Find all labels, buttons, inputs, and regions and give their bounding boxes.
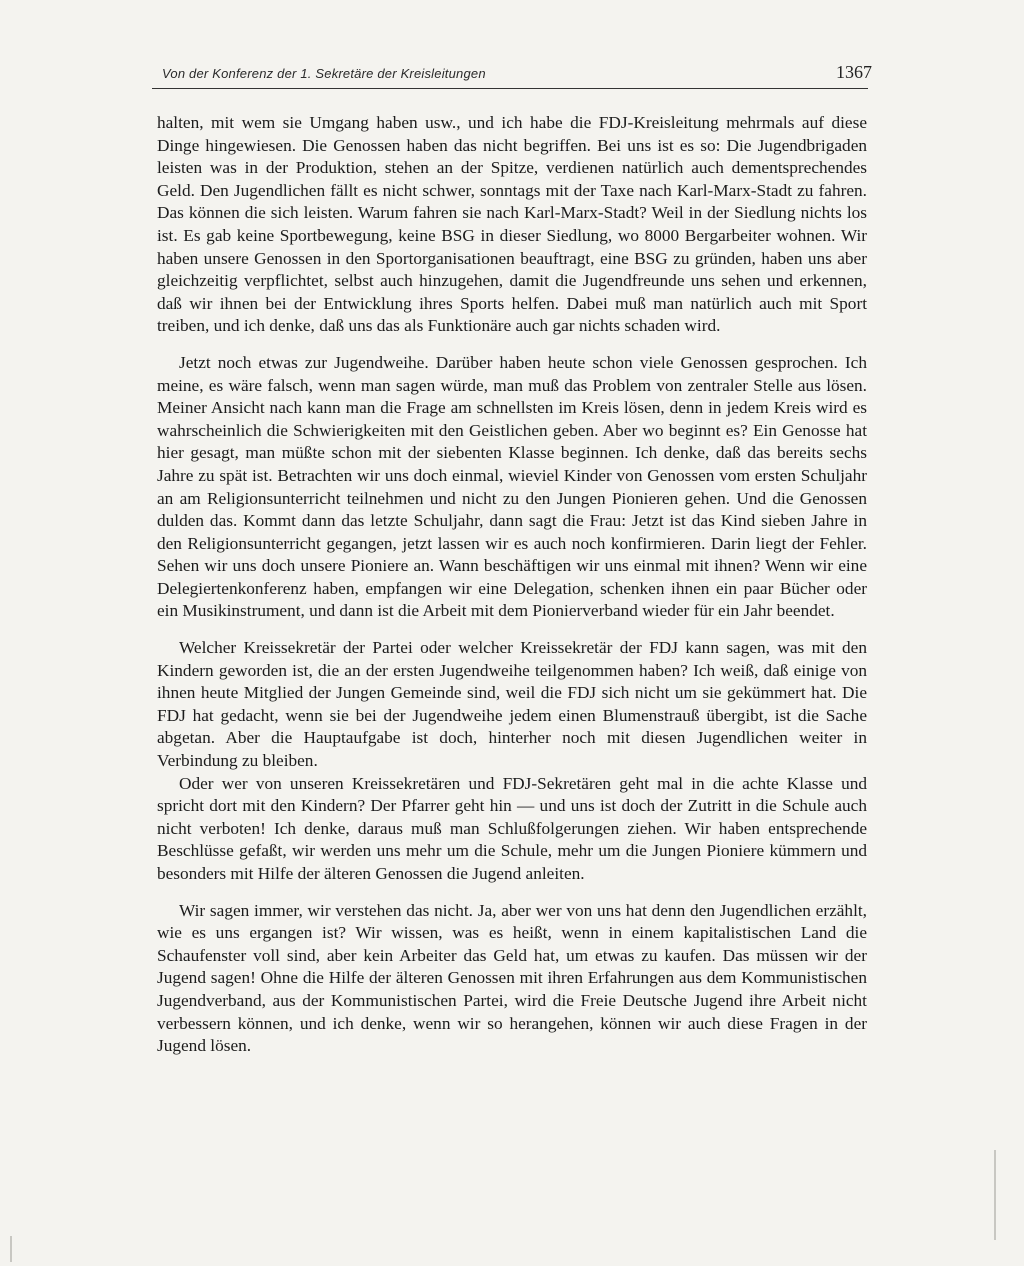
paragraph-2: Jetzt noch etwas zur Jugendweihe. Darüber haben heute schon viele Genossen gesprochen. Ich meine, es wäre falsch, wenn man sagen würde, man muß das Problem von zentraler Stelle aus lösen. Meiner Ansicht nach kann man die Frage am schnellsten im Kreis lösen, denn in jedem Kreis wird es wahrscheinlich die Schwierigkeiten mit den Geistlichen geben. Aber wo beginnt es? Ein Genosse hat hier gesagt, man müßte schon mit der siebenten Klasse beginnen. Ich denke, daß das bereits sechs Jahre zu spät ist. Betrachten wir uns doch einmal, wieviel Kinder von Genossen vom ersten Schuljahr an am Religionsunterricht teilnehmen und nicht zu den Jungen Pionieren gehen. Und die Genossen dulden das. Kommt dann das letzte Schuljahr, dann sagt die Frau: Jetzt ist das Kind sieben Jahre in den Religionsunterricht gegangen, jetzt lassen wir es auch noch konfirmieren. Darin liegt der Fehler. Sehen wir uns doch unsere Pioniere an. Wann beschäftigen wir uns einmal mit ihnen? Wenn wir eine Delegiertenkonferenz haben, empfangen wir eine Delegation, schenken ihnen ein paar Bücher oder ein Musikinstrument, und dann ist die Arbeit mit dem Pionierverband wieder für ein Jahr beendet.	[157, 352, 867, 621]
paragraph-4: Oder wer von unseren Kreissekretären und FDJ-Sekretären geht mal in die achte Klasse und spricht dort mit den Kindern? Der Pfarrer geht hin — und uns ist doch der Zutritt in die Schule auch nicht verboten! Ich denke, daraus muß man Schlußfolgerungen ziehen. Wir haben entsprechende Beschlüsse gefaßt, wir werden uns mehr um die Schule, mehr um die Jungen Pioniere kümmern und besonders mit Hilfe der älteren Genossen die Jugend anleiten.	[157, 773, 867, 883]
running-header	[152, 62, 872, 89]
scan-corner-mark	[10, 1236, 12, 1262]
running-title: Von der Konferenz der 1. Sekretäre der Kreisleitungen	[162, 66, 486, 81]
page-number: 1367	[836, 62, 872, 82]
body-text	[157, 112, 867, 1058]
paragraph-5: Wir sagen immer, wir verstehen das nicht. Ja, aber wer von uns hat denn den Jugendlichen erzählt, wie es uns ergangen ist? Wir wissen, was es heißt, wenn in einem kapitalistischen Land die Schaufenster voll sind, aber kein Arbeiter das Geld hat, um etwas zu kaufen. Das müssen wir der Jugend sagen! Ohne die Hilfe der älteren Genossen mit ihren Erfahrungen aus dem Kommunistischen Jugendverband, aus der Kommunistischen Partei, wird die Freie Deutsche Jugend ihre Arbeit nicht verbessern können, und ich denke, wenn wir so herangehen, können wir auch diese Fragen in der Jugend lösen.	[157, 900, 867, 1056]
scan-edge-mark	[994, 1150, 996, 1240]
paragraph-1: halten, mit wem sie Umgang haben usw., und ich habe die FDJ-Kreisleitung mehrmals auf diese Dinge hingewiesen. Die Genossen haben das nicht begriffen. Bei uns ist es so: Die Jugendbrigaden leisten was in der Produktion, stehen an der Spitze, verdienen natürlich auch dementsprechendes Geld. Den Jugendlichen fällt es nicht schwer, sonntags mit der Taxe nach Karl-Marx-Stadt zu fahren. Das können die sich leisten. Warum fahren sie nach Karl-Marx-Stadt? Weil in der Siedlung nichts los ist. Es gab keine Sportbewegung, keine BSG in dieser Siedlung, wo 8000 Bergarbeiter wohnen. Wir haben unsere Genossen in den Sportorganisationen beauftragt, eine BSG zu gründen, haben uns aber gleichzeitig verpflichtet, selbst auch hinzugehen, damit die Jugendfreunde uns sehen und erkennen, daß wir ihnen bei der Entwicklung ihres Sports helfen. Dabei muß man natürlich auch mit Sport treiben, und ich denke, daß uns das als Funktionäre auch gar nichts schaden wird.	[157, 113, 867, 336]
paragraph-3: Welcher Kreissekretär der Partei oder welcher Kreissekretär der FDJ kann sagen, was mit den Kindern geworden ist, die an der ersten Jugendweihe teilgenommen haben? Ich weiß, daß einige von ihnen heute Mitglied der Jungen Gemeinde sind, weil die FDJ sich nicht um sie gekümmert hat. Die FDJ hat gedacht, wenn sie bei der Jugendweihe jedem einen Blumenstrauß übergibt, ist die Sache abgetan. Aber die Hauptaufgabe ist doch, hinterher noch mit diesen Jugendlichen weiter in Verbindung zu bleiben.	[157, 638, 867, 771]
